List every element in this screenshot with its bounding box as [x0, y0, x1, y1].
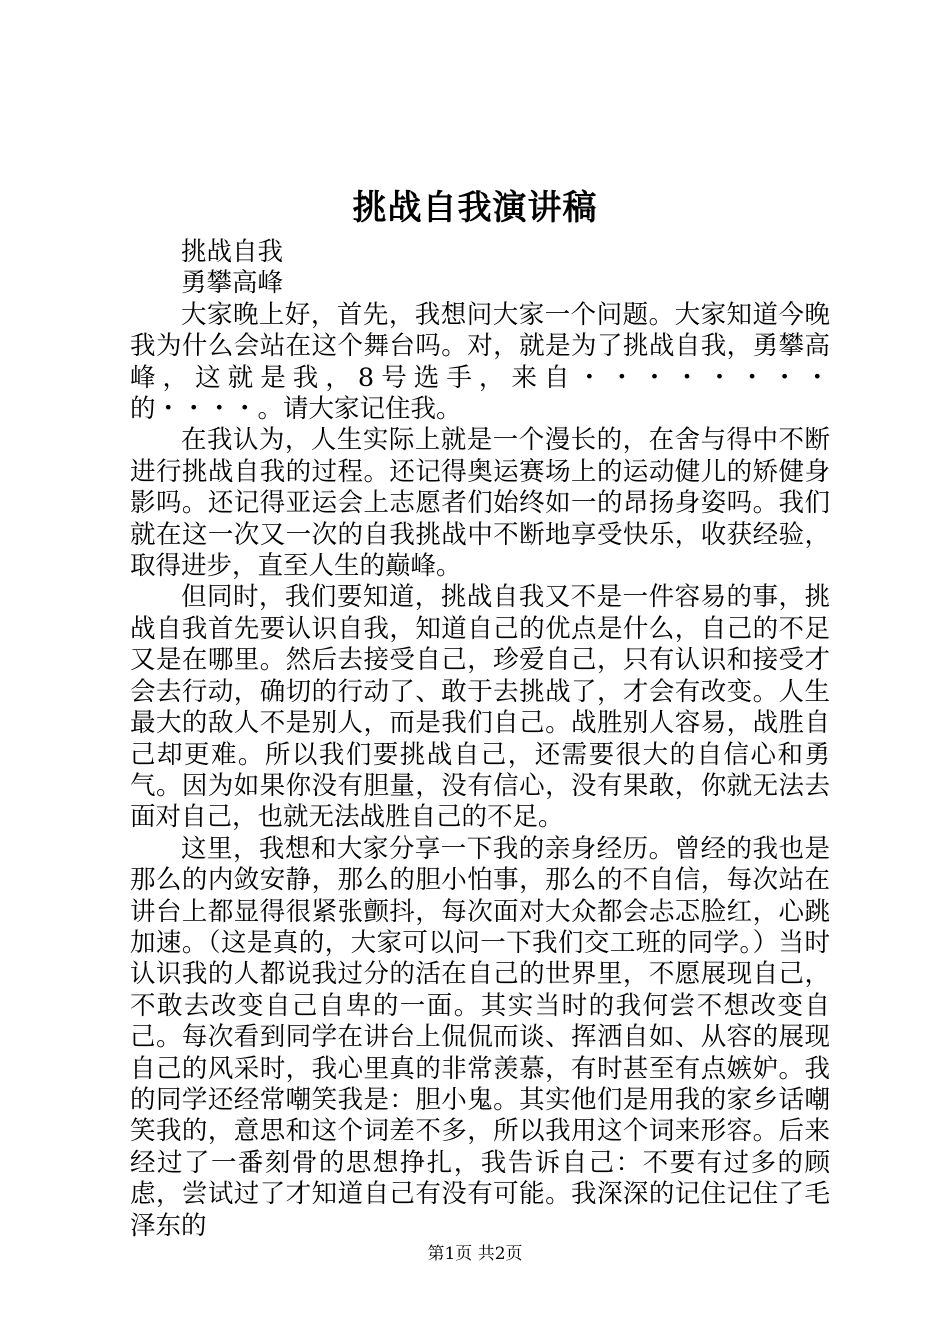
paragraph: 这里，我想和大家分享一下我的亲身经历。曾经的我也是那么的内敛安静，那么的胆小怕事，那么的不自信，每次站在讲台上都显得很紧张颤抖，每次面对大众都会忐忑脸红，心跳加速。（这是真的，大家可以问一下我们交工班的同学。）当时认识我的人都说我过分的活在自己的世界里，不愿展现自己，不敢去改变自己自卑的一面。其实当时的我何尝不想改变自己。每次看到同学在讲台上侃侃而谈、挥洒自如、从容的展现自己的风采时，我心里真的非常羡慕，有时甚至有点嫉妒。我的同学还经常嘲笑我是：胆小鬼。其实他们是用我的家乡话嘲笑我的，意思和这个词差不多，所以我用这个词来形容。后来经过了一番刻骨的思想挣扎，我告诉自己：不要有过多的顾虑，尝试过了才知道自己有没有可能。我深深的记住记住了毛泽东的: [130, 833, 830, 1241]
paragraph: 但同时，我们要知道，挑战自我又不是一件容易的事，挑战自我首先要认识自我，知道自己的优点是什么，自己的不足又是在哪里。然后去接受自己，珍爱自己，只有认识和接受才会去行动，确切的行动了、敢于去挑战了，才会有改变。人生最大的敌人不是别人，而是我们自己。战胜别人容易，战胜自己却更难。所以我们要挑战自己，还需要很大的自信心和勇气。因为如果你没有胆量，没有信心，没有果敢，你就无法去面对自己，也就无法战胜自己的不足。: [130, 582, 830, 833]
page-footer: 第1页 共2页: [427, 1244, 523, 1264]
paragraph: 在我认为，人生实际上就是一个漫长的，在舍与得中不断进行挑战自我的过程。还记得奥运赛场上的运动健儿的矫健身影吗。还记得亚运会上志愿者们始终如一的昂扬身姿吗。我们就在这一次又一次的自我挑战中不断地享受快乐，收获经验，取得进步，直至人生的巅峰。: [130, 425, 830, 582]
document-title: 挑战自我演讲稿: [352, 188, 598, 228]
paragraph: 挑战自我: [181, 237, 284, 267]
paragraph: 勇攀高峰: [181, 268, 284, 299]
paragraph: 大家晚上好，首先，我想问大家一个问题。大家知道今晚我为什么会站在这个舞台吗。对，就是为了挑战自我，勇攀高峰，这就是我，8号选手，来自・・・・・・・・的・・・・。请大家记住我。: [130, 299, 830, 425]
document-body: [130, 237, 830, 1242]
